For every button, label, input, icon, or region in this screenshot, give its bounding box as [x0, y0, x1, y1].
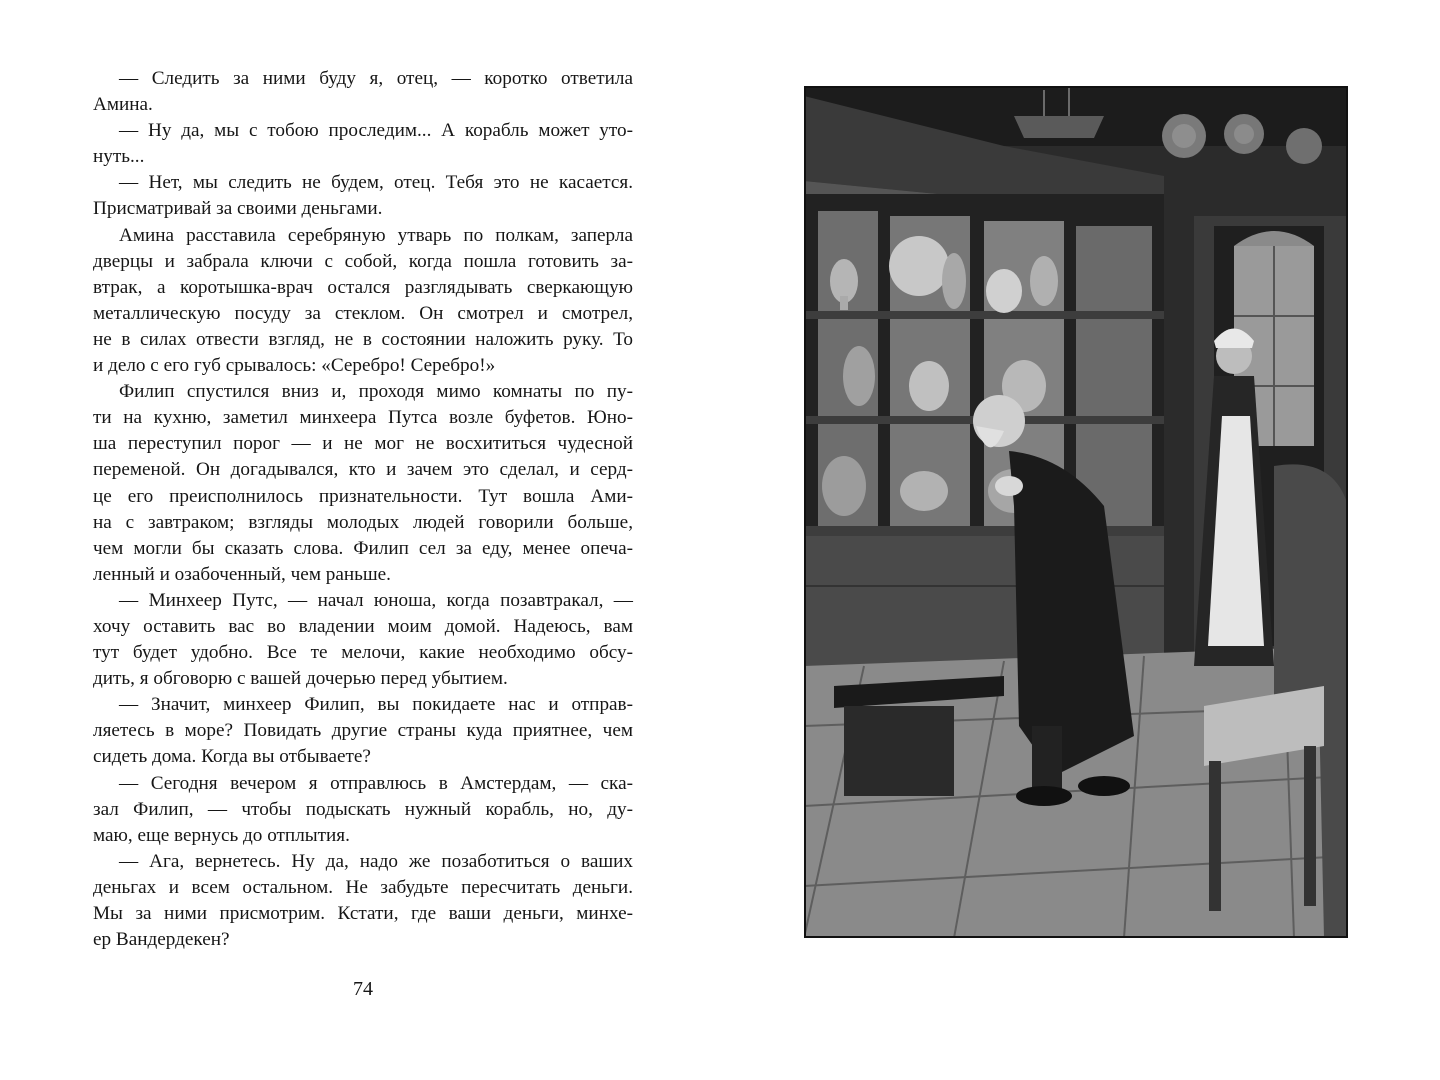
text-line: ленный и озабоченный, чем раньше.	[93, 563, 391, 585]
text-line: не в силах отвести взгляд, не в состоянии наложить руку. То	[93, 328, 633, 350]
text-line: — Минхеер Путс, — начал юноша, когда позавтракал, —	[119, 589, 633, 611]
text-line: — Ну да, мы с тобою проследим... А корабль может уто-	[119, 120, 633, 142]
text-line: переменой. Он догадывался, кто и зачем это сделал, и серд-	[93, 459, 633, 481]
illustration-drawing	[804, 86, 1348, 938]
text-line: це его преисполнилось признательности. Тут вошла Ами-	[93, 485, 633, 507]
text-line: металлическую посуду за стеклом. Он смотрел и смотрел,	[93, 302, 633, 324]
text-line: дить, я обговорю с вашей дочерью перед убытием.	[93, 668, 508, 690]
text-line: Присматривай за своими деньгами.	[93, 198, 383, 220]
text-line: ер Вандердекен?	[93, 929, 230, 951]
text-line: тут будет удобно. Все те мелочи, какие необходимо обсу-	[93, 642, 633, 664]
text-line: зал Филип, — чтобы подыскать нужный корабль, но, ду-	[93, 798, 633, 820]
text-line: Амина.	[93, 94, 153, 116]
text-line: ляетесь в море? Повидать другие страны куда приятнее, чем	[93, 720, 633, 742]
text-line: — Следить за ними буду я, отец, — коротко ответила	[119, 68, 633, 89]
text-line: втрак, а коротышка-врач остался разглядывать сверкающую	[93, 276, 633, 298]
text-line: — Значит, минхеер Филип, вы покидаете нас и отправ-	[119, 694, 633, 716]
text-line: ти на кухню, заметил минхеера Путса возле буфетов. Юно-	[93, 407, 633, 429]
text-line: и дело с его губ срывалось: «Серебро! Серебро!»	[93, 355, 496, 377]
page-number: 74	[353, 978, 373, 1000]
text-line: Филип спустился вниз и, проходя мимо комнаты по пу-	[119, 381, 633, 403]
text-line: дверцы и забрала ключи с собой, когда пошла готовить за-	[93, 250, 633, 272]
text-line: — Сегодня вечером я отправлюсь в Амстердам, — ска-	[119, 772, 633, 794]
text-line: на с завтраком; взгляды молодых людей говорили больше,	[93, 511, 633, 533]
text-line: — Нет, мы следить не будем, отец. Тебя это не касается.	[119, 172, 633, 194]
text-line: — Ага, вернетесь. Ну да, надо же позаботиться о ваших	[119, 850, 633, 872]
text-line: Мы за ними присмотрим. Кстати, где ваши деньги, минхе-	[93, 903, 633, 924]
text-line: хочу оставить вас во владении моим домой. Надеюсь, вам	[93, 615, 633, 637]
text-line: ша переступил порог — и не мог не восхититься чудесной	[93, 433, 633, 455]
text-line: Амина расставила серебряную утварь по полкам, заперла	[119, 224, 633, 246]
book-text-column	[93, 66, 633, 953]
text-line: сидеть дома. Когда вы отбываете?	[93, 746, 371, 768]
book-illustration	[804, 86, 1348, 938]
text-line: деньгах и всем остальном. Не забудьте пересчитать деньги.	[93, 876, 633, 898]
text-line: маю, еще вернусь до отплытия.	[93, 824, 350, 846]
text-line: нуть...	[93, 146, 145, 168]
text-line: чем могли бы сказать слова. Филип сел за еду, менее опеча-	[93, 537, 633, 559]
